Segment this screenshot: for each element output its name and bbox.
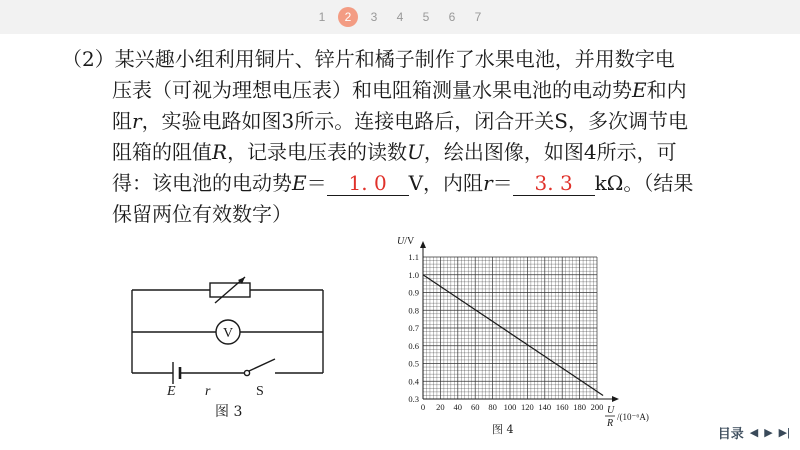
question-line-2 bbox=[62, 75, 774, 106]
page-number: 2 bbox=[338, 7, 358, 27]
next-arrow-icon[interactable]: ▶ bbox=[764, 427, 773, 439]
x-axis-unit: /(10⁻⁶A) bbox=[617, 412, 649, 422]
var-r: r bbox=[483, 171, 493, 195]
page-button-4[interactable] bbox=[387, 7, 413, 27]
x-axis-label-numerator: U bbox=[607, 405, 615, 416]
text-run: 阻 bbox=[112, 109, 132, 133]
question-text bbox=[62, 44, 774, 230]
question-line-6: 保留两位有效数字） bbox=[112, 202, 292, 226]
question-line-5 bbox=[62, 168, 774, 199]
x-tick-label: 0 bbox=[420, 402, 426, 412]
page-number: 6 bbox=[448, 10, 456, 24]
voltmeter-label: V bbox=[222, 326, 234, 341]
x-tick-label: 100 bbox=[503, 402, 517, 412]
answer-emf: 1. 0 bbox=[327, 171, 409, 196]
page-number: 5 bbox=[422, 10, 430, 24]
x-tick-label: 20 bbox=[436, 402, 445, 412]
var-E: E bbox=[632, 78, 647, 102]
text-run: 压表（可视为理想电压表）和电阻箱测量水果电池的电动势 bbox=[112, 78, 632, 102]
y-axis-arrow bbox=[420, 241, 426, 248]
text-run: ＝ bbox=[492, 171, 513, 195]
text-run: 和内 bbox=[646, 78, 687, 102]
text-run: 得：该电池的电动势 bbox=[112, 171, 292, 195]
switch-lever bbox=[249, 359, 275, 371]
y-tick-label: 0.3 bbox=[408, 394, 419, 404]
page-button-2[interactable] bbox=[335, 7, 361, 27]
page-number: 4 bbox=[396, 10, 404, 24]
text-run: kΩ。（结果 bbox=[594, 171, 694, 195]
text-run: ，记录电压表的读数 bbox=[227, 140, 408, 164]
tick-labels bbox=[408, 252, 603, 412]
last-page-icon[interactable]: ▶| bbox=[778, 427, 790, 439]
switch-label: S bbox=[256, 384, 264, 399]
var-U: U bbox=[407, 140, 424, 164]
var-E: E bbox=[292, 171, 307, 195]
text-run: 阻箱的阻值 bbox=[112, 140, 212, 164]
text-run: ＝ bbox=[306, 171, 327, 195]
x-tick-label: 140 bbox=[538, 402, 552, 412]
x-tick-label: 160 bbox=[555, 402, 569, 412]
y-tick-label: 0.5 bbox=[408, 358, 419, 369]
y-tick-label: 0.8 bbox=[408, 305, 419, 316]
internal-resistance-label: r bbox=[205, 384, 211, 399]
y-tick-label: 0.7 bbox=[408, 323, 419, 333]
emf-label: E bbox=[167, 384, 176, 399]
u-vs-u-over-r-graph bbox=[385, 232, 695, 437]
circuit-diagram bbox=[125, 275, 330, 425]
text-run: V，内阻 bbox=[408, 171, 484, 195]
figure-3-caption: 图 3 bbox=[215, 404, 243, 420]
bottom-nav bbox=[718, 423, 790, 442]
x-tick-label: 200 bbox=[590, 402, 604, 412]
var-r: r bbox=[132, 109, 142, 133]
figure-4-caption: 图 4 bbox=[492, 423, 514, 436]
text-run: ，实验电路如图3所示。连接电路后，闭合开关S，多次调节电 bbox=[141, 109, 688, 133]
page-button-6[interactable] bbox=[439, 7, 465, 27]
page-number: 3 bbox=[370, 10, 378, 24]
page-button-5[interactable] bbox=[413, 7, 439, 27]
page-button-1[interactable] bbox=[309, 7, 335, 27]
answer-internal-resistance: 3. 3 bbox=[513, 171, 595, 196]
x-axis-arrow bbox=[612, 396, 619, 402]
y-tick-label: 0.6 bbox=[408, 340, 419, 351]
pager bbox=[309, 7, 491, 27]
page-number: 7 bbox=[474, 10, 482, 24]
switch-contact bbox=[244, 370, 249, 375]
text-run: ，绘出图像，如图4所示，可 bbox=[423, 140, 677, 164]
x-tick-label: 120 bbox=[521, 402, 534, 412]
x-tick-label: 80 bbox=[488, 402, 497, 412]
grid bbox=[420, 241, 619, 402]
page-button-3[interactable] bbox=[361, 7, 387, 27]
question-line-1: （2）某兴趣小组利用铜片、锌片和橘子制作了水果电池，并用数字电 bbox=[62, 47, 675, 71]
y-tick-label: 0.4 bbox=[408, 376, 419, 387]
page-button-7[interactable] bbox=[465, 7, 491, 27]
top-bar bbox=[0, 0, 800, 34]
y-tick-label: 1.0 bbox=[408, 269, 419, 280]
contents-link[interactable]: 目录 bbox=[717, 426, 744, 441]
question-line-4 bbox=[62, 137, 774, 168]
x-tick-label: 40 bbox=[453, 402, 463, 412]
var-R: R bbox=[212, 140, 228, 164]
y-axis-label: U/V bbox=[397, 236, 415, 247]
x-axis-label-denominator: R bbox=[607, 418, 614, 429]
x-tick-label: 180 bbox=[573, 402, 586, 412]
y-tick-label: 0.9 bbox=[408, 287, 419, 298]
question-line-3 bbox=[62, 106, 774, 137]
x-tick-label: 60 bbox=[470, 402, 480, 412]
y-tick-label: 1.1 bbox=[408, 252, 419, 262]
prev-arrow-icon[interactable]: ◀ bbox=[749, 427, 759, 439]
page-number: 1 bbox=[318, 10, 326, 24]
